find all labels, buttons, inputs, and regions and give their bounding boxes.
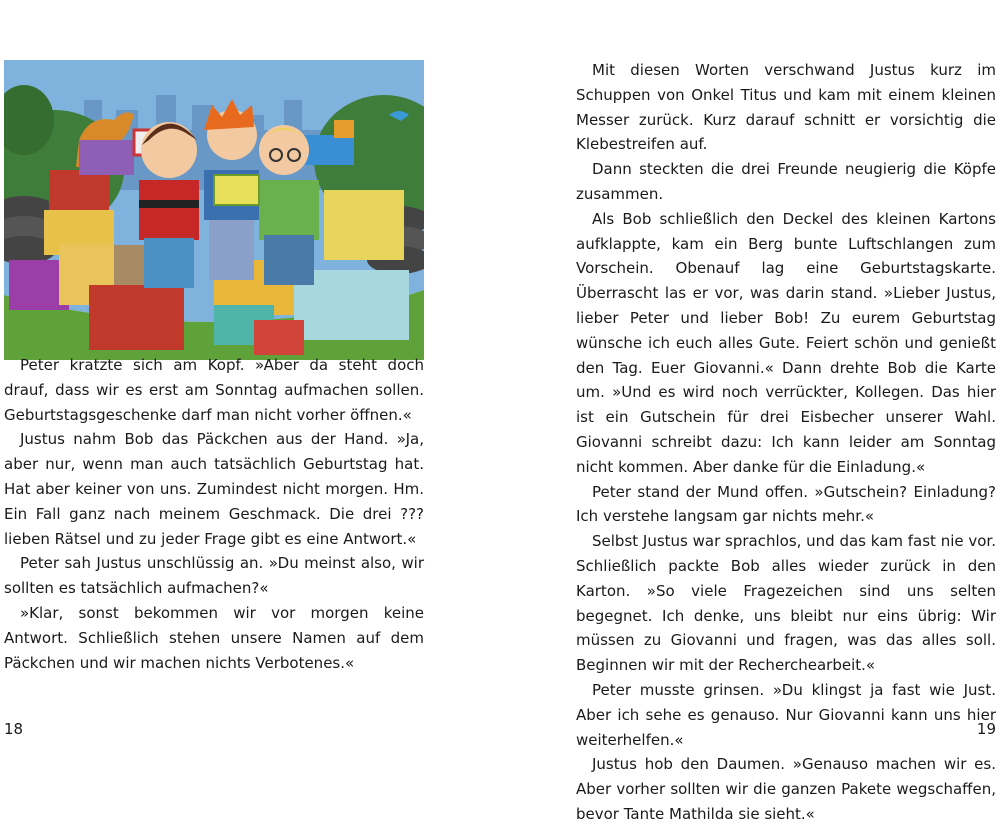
right-page-text <box>576 58 996 827</box>
paragraph: Selbst Justus war sprachlos, und das kam fast nie vor. Schließlich packte Bob alles wieder zurück in den Karton. »So viele Fragezeichen sind uns selten begegnet. Ich denke, uns bleibt nur eins übrig: Wir müssen zu Giovanni und fragen, was das alles soll. Beginnen wir mit der Recherchearbeit.« <box>576 532 996 675</box>
paragraph: »Klar, sonst bekommen wir vor morgen keine Antwort. Schließlich stehen unsere Namen auf dem Päckchen und wir machen nichts Verbotenes.« <box>4 603 424 672</box>
paragraph: Justus nahm Bob das Päckchen aus der Hand. »Ja, aber nur, wenn man auch tatsächlich Geburtstag hat. Hat aber keiner von uns. Zumindest nicht morgen. Hm. Ein Fall ganz nach meinem Geschmack. Die drei ??? lieben Rätsel und zu jeder Frage gibt es eine Antwort.« <box>4 430 424 548</box>
page-number: 18 <box>4 720 24 738</box>
paragraph: Peter kratzte sich am Kopf. »Aber da steht doch drauf, dass wir es erst am Sonntag aufmachen sollen. Geburtstagsgeschenke darf man nicht vorher öffnen.« <box>4 356 424 424</box>
left-page-text <box>4 353 424 675</box>
paragraph: Peter sah Justus unschlüssig an. »Du meinst also, wir sollten es tatsächlich aufmachen?« <box>4 554 424 598</box>
paragraph: Peter stand der Mund offen. »Gutschein? Einladung? Ich verstehe langsam gar nichts mehr.« <box>576 482 996 526</box>
page-number: 19 <box>976 720 996 738</box>
paragraph: Mit diesen Worten verschwand Justus kurz im Schuppen von Onkel Titus und kam mit einem kleinen Messer zurück. Kurz darauf schnitt er vorsichtig die Klebestreifen auf. <box>576 61 996 154</box>
paragraph: Peter musste grinsen. »Du klingst ja fast wie Just. Aber ich sehe es genauso. Nur Giovanni kann uns hier weiterhelfen.« <box>576 680 996 749</box>
left-page <box>0 0 500 800</box>
illustration-boys-with-gift-boxes <box>4 60 424 360</box>
paragraph: Dann steckten die drei Freunde neugierig die Köpfe zusammen. <box>576 160 996 203</box>
paragraph: Justus hob den Daumen. »Genauso machen wir es. Aber vorher sollten wir die ganzen Pakete wegschaffen, bevor Tante Mathilda sie sieht.« <box>576 755 996 823</box>
paragraph: Als Bob schließlich den Deckel des kleinen Kartons aufklappte, kam ein Berg bunte Luftschlangen zum Vorschein. Obenauf lag eine Geburtstagskarte. Überrascht las er vor, was darin stand. »Lieber Justus, lieber Peter und lieber Bob! Zu eurem Geburtstag wünsche ich euch alles Gute. Feiert schön und genießt den Tag. Euer Giovanni.« Dann drehte Bob die Karte um. »Und es wird noch verrückter, Kollegen. Das hier ist ein Gutschein für drei Eisbecher unserer Wahl. Giovanni schreibt dazu: Ich kann leider am Sonntag nicht kommen. Aber danke für die Einladung.« <box>576 209 996 476</box>
